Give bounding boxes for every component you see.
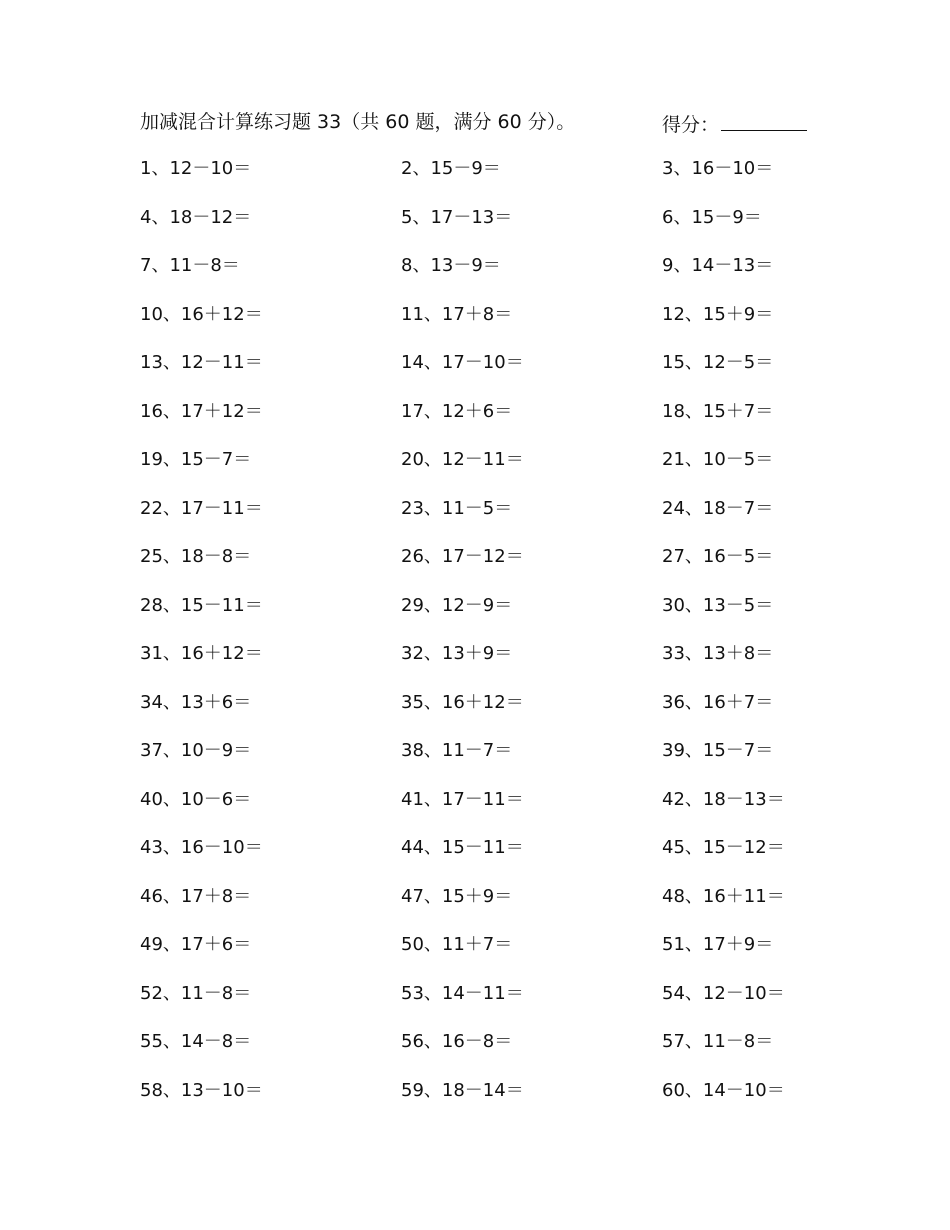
problem-item: 16、17＋12＝	[140, 400, 263, 422]
problem-item: 19、15－7＝	[140, 449, 252, 470]
problem-item: 49、17＋6＝	[140, 934, 252, 955]
problem-item: 8、13－9＝	[401, 255, 501, 276]
problem-item: 26、17－12＝	[401, 546, 524, 567]
problem-item: 38、11－7＝	[401, 740, 513, 761]
problem-item: 14、17－10＝	[401, 352, 524, 373]
score-label: 得分：	[662, 114, 720, 136]
problem-item: 11、17＋8＝	[401, 303, 513, 325]
score-field	[662, 108, 807, 139]
problem-item: 25、18－8＝	[140, 546, 252, 567]
problem-item: 60、14－10＝	[662, 1079, 785, 1101]
problem-item: 45、15－12＝	[662, 837, 785, 858]
problem-item: 12、15＋9＝	[662, 303, 774, 325]
problem-item: 3、16－10＝	[662, 158, 774, 179]
problem-item: 15、12－5＝	[662, 352, 774, 373]
problem-item: 56、16－8＝	[401, 1031, 513, 1052]
problem-item: 46、17＋8＝	[140, 885, 252, 907]
problem-item: 53、14－11＝	[401, 982, 524, 1004]
problem-item: 50、11＋7＝	[401, 934, 513, 955]
problem-item: 40、10－6＝	[140, 788, 252, 810]
problem-item: 35、16＋12＝	[401, 691, 524, 713]
problem-item: 18、15＋7＝	[662, 400, 774, 422]
problem-item: 17、12＋6＝	[401, 400, 513, 422]
problem-item: 22、17－11＝	[140, 497, 263, 519]
problem-item: 58、13－10＝	[140, 1079, 263, 1101]
problem-item: 21、10－5＝	[662, 449, 774, 470]
problem-item: 7、11－8＝	[140, 255, 240, 276]
problem-item: 10、16＋12＝	[140, 303, 263, 325]
problem-item: 57、11－8＝	[662, 1031, 774, 1052]
problem-item: 28、15－11＝	[140, 594, 263, 616]
problem-item: 6、15－9＝	[662, 206, 762, 228]
problem-item: 34、13＋6＝	[140, 691, 252, 713]
problem-item: 24、18－7＝	[662, 497, 774, 519]
problem-item: 44、15－11＝	[401, 837, 524, 858]
problem-item: 1、12－10＝	[140, 158, 252, 179]
problem-item: 27、16－5＝	[662, 546, 774, 567]
problem-item: 5、17－13＝	[401, 206, 513, 228]
problem-item: 32、13＋9＝	[401, 643, 513, 664]
problem-item: 2、15－9＝	[401, 158, 501, 179]
problem-item: 33、13＋8＝	[662, 643, 774, 664]
problem-item: 37、10－9＝	[140, 740, 252, 761]
problem-grid	[140, 155, 840, 1125]
problem-item: 42、18－13＝	[662, 788, 785, 810]
problem-item: 39、15－7＝	[662, 740, 774, 761]
problem-item: 52、11－8＝	[140, 982, 252, 1004]
problem-item: 55、14－8＝	[140, 1031, 252, 1052]
problem-item: 31、16＋12＝	[140, 643, 263, 664]
problem-item: 36、16＋7＝	[662, 691, 774, 713]
problem-item: 23、11－5＝	[401, 497, 513, 519]
problem-item: 9、14－13＝	[662, 255, 774, 276]
problem-item: 13、12－11＝	[140, 352, 263, 373]
problem-item: 54、12－10＝	[662, 982, 785, 1004]
problem-item: 41、17－11＝	[401, 788, 524, 810]
problem-item: 20、12－11＝	[401, 449, 524, 470]
problem-item: 59、18－14＝	[401, 1079, 524, 1101]
problem-item: 29、12－9＝	[401, 594, 513, 616]
page-title: 加减混合计算练习题 33（共 60 题，满分 60 分）。	[140, 111, 576, 133]
problem-item: 30、13－5＝	[662, 594, 774, 616]
problem-item: 51、17＋9＝	[662, 934, 774, 955]
score-blank-line[interactable]	[721, 108, 807, 131]
problem-item: 47、15＋9＝	[401, 885, 513, 907]
problem-item: 48、16＋11＝	[662, 885, 785, 907]
problem-item: 43、16－10＝	[140, 837, 263, 858]
problem-item: 4、18－12＝	[140, 206, 252, 228]
